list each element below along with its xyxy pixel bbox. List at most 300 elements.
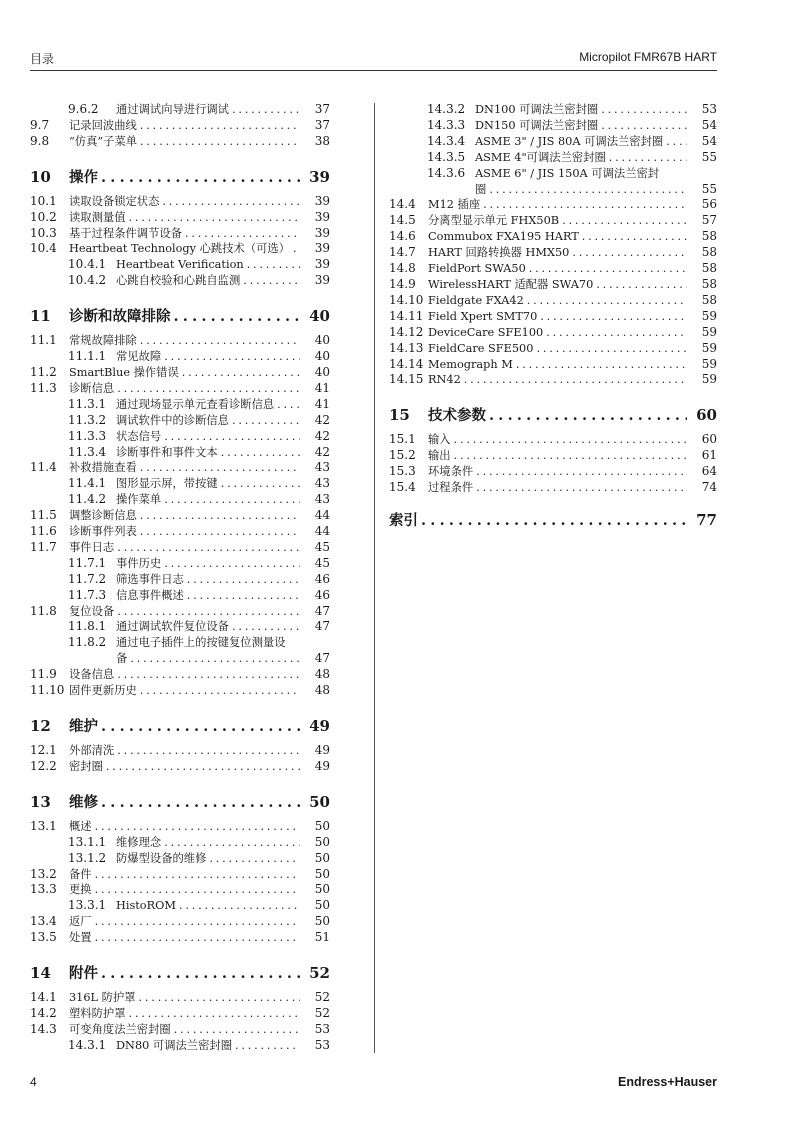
- toc-entry-title: HART 回路转换器 HMX50 . . .: [428, 245, 687, 261]
- column-divider: [374, 103, 375, 1053]
- toc-entry-title: 读取设备锁定状态 . . .: [69, 194, 300, 210]
- toc-entry-page: 59: [687, 372, 717, 388]
- toc-entry-number: 10.4: [30, 241, 57, 256]
- toc-entry-number: 14.4: [389, 197, 416, 212]
- toc-entry-title: 心跳自校验和心跳自监测 . . .: [116, 273, 300, 289]
- toc-entry-number: 11.6: [30, 524, 57, 539]
- toc-entry-title: 通过调试向导进行调试 . . .: [116, 102, 300, 118]
- toc-entry-number: 11.3.4: [68, 444, 107, 459]
- toc-entry-title: DeviceCare SFE100 . . .: [428, 325, 687, 341]
- toc-entry-title: 筛选事件日志 . . .: [116, 572, 300, 588]
- toc-entry-title: 316L 防护罩 . . .: [69, 990, 300, 1006]
- toc-entry-page: 44: [300, 508, 330, 524]
- toc-entry-number: 11.4.1: [68, 476, 107, 491]
- toc-entry-page: 50: [300, 851, 330, 867]
- toc-entry-page: 56: [687, 197, 717, 213]
- toc-entry-page: 37: [300, 118, 330, 134]
- toc-entry-page: 40: [300, 365, 330, 381]
- toc-entry-number: 11.8.2: [68, 635, 107, 650]
- toc-entry-number: 14.2: [30, 1005, 57, 1020]
- toc-entry-page: 39: [300, 241, 330, 257]
- toc-entry-page: 64: [687, 464, 717, 480]
- toc-entry-number: 14.5: [389, 213, 416, 228]
- toc-entry[interactable]: [30, 556, 330, 572]
- toc-entry-page: 58: [687, 277, 717, 293]
- toc-entry-page: 77: [687, 508, 717, 532]
- toc-entry-title: 诊断和故障排除 . . .: [69, 305, 300, 329]
- toc-entry-title: 可变角度法兰密封圈 . . .: [69, 1022, 300, 1038]
- toc-entry-page: 50: [300, 898, 330, 914]
- toc-entry-number: 10.4.1: [68, 257, 107, 272]
- toc-entry-title: 分离型显示单元 FHX50B . . .: [428, 213, 687, 229]
- toc-entry[interactable]: [389, 309, 717, 325]
- toc-entry-page: 57: [687, 213, 717, 229]
- toc-entry-title: 图形显示屏，带按键 . . .: [116, 476, 300, 492]
- toc-entry-number: 11.7.3: [68, 587, 107, 602]
- toc-entry-number: 14.3.1: [68, 1037, 107, 1052]
- toc-entry-number: 14.6: [389, 229, 416, 244]
- toc-entry-title: 技术参数 . . .: [428, 404, 687, 428]
- toc-entry-page: 40: [300, 333, 330, 349]
- toc-entry-page: 48: [300, 667, 330, 683]
- toc-entry-page: 60: [687, 432, 717, 448]
- toc-entry-title: 通过现场显示单元查看诊断信息 . . .: [116, 397, 300, 413]
- toc-entry[interactable]: [30, 667, 330, 683]
- toc-entry-number: 10.4.2: [68, 273, 107, 288]
- toc-entry[interactable]: [30, 743, 330, 759]
- toc-entry-title: 维护 . . .: [69, 715, 300, 739]
- toc-entry-page: 60: [687, 403, 717, 427]
- toc-entry-title: Memograph M . . .: [428, 357, 687, 373]
- toc-entry-title: DN80 可调法兰密封圈 . . .: [116, 1038, 300, 1054]
- toc-entry-page: 58: [687, 245, 717, 261]
- toc-entry-number: 14.15: [389, 372, 424, 387]
- toc-entry[interactable]: [30, 651, 330, 667]
- toc-entry-title: 基于过程条件调节设备 . . .: [69, 226, 300, 242]
- toc-entry[interactable]: [30, 241, 330, 257]
- toc-entry-page: 53: [300, 1022, 330, 1038]
- header-product-name: Micropilot FMR67B HART: [579, 50, 717, 64]
- toc-entry-title: 输入 . . .: [428, 432, 687, 448]
- toc-entry-number: 11.3.3: [68, 428, 107, 443]
- toc-entry[interactable]: [389, 182, 717, 198]
- toc-entry-title: 通过电子插件上的按键复位测量设: [116, 636, 286, 650]
- toc-entry-page: 39: [300, 194, 330, 210]
- toc-entry[interactable]: [30, 835, 330, 851]
- toc-entry[interactable]: [30, 508, 330, 524]
- toc-entry-title: 维修理念 . . .: [116, 835, 300, 851]
- toc-entry-page: 47: [300, 651, 330, 667]
- toc-entry-page: 54: [687, 118, 717, 134]
- toc-entry-title: 诊断事件和事件文本 . . .: [116, 445, 300, 461]
- toc-entry-page: 55: [687, 182, 717, 198]
- toc-entry-page: 59: [687, 309, 717, 325]
- toc-entry-title: 备 . . .: [116, 651, 300, 667]
- toc-entry-number: 12.1: [30, 743, 57, 757]
- toc-entry-title: 诊断事件列表 . . .: [69, 524, 300, 540]
- toc-entry-number: 10.2: [30, 209, 57, 224]
- toc-entry-page: 54: [687, 134, 717, 150]
- toc-entry-title: DN100 可调法兰密封圈 . . .: [475, 102, 687, 118]
- toc-entry[interactable]: [389, 480, 717, 496]
- toc-entry-page: 51: [300, 930, 330, 946]
- toc-entry[interactable]: [389, 134, 717, 150]
- toc-entry-page: 43: [300, 492, 330, 508]
- toc-entry[interactable]: [30, 476, 330, 492]
- toc-entry[interactable]: [389, 341, 717, 357]
- toc-entry-number: 10: [30, 167, 51, 186]
- toc-entry-page: 61: [687, 448, 717, 464]
- toc-entry-title: 记录回波曲线 . . .: [69, 118, 300, 134]
- toc-entry-page: 39: [300, 210, 330, 226]
- toc-entry-page: 58: [687, 261, 717, 277]
- toc-entry-title: 处置 . . .: [69, 930, 300, 946]
- toc-entry-title: 操作菜单 . . .: [116, 492, 300, 508]
- toc-entry[interactable]: [389, 293, 717, 309]
- toc-entry-number: 14.11: [389, 308, 424, 323]
- toc-entry-number: 11.4: [30, 460, 57, 475]
- brand-logo-text: Endress+Hauser: [617, 1075, 717, 1089]
- toc-entry-page: 50: [300, 882, 330, 898]
- toc-entry-title: 概述 . . .: [69, 819, 300, 835]
- toc-entry-number: 13.2: [30, 866, 57, 881]
- toc-entry-number: 14.3.5: [427, 149, 466, 164]
- toc-entry-title: 附件 . . .: [69, 962, 300, 986]
- toc-entry-number: 13.3: [30, 882, 57, 897]
- toc-entry[interactable]: [30, 397, 330, 413]
- toc-entry-title: 操作 . . .: [69, 166, 300, 190]
- toc-entry-page: 59: [687, 325, 717, 341]
- toc-entry[interactable]: [30, 635, 330, 651]
- toc-entry-page: 45: [300, 540, 330, 556]
- toc-entry-title: FieldCare SFE500 . . .: [428, 341, 687, 357]
- toc-entry-title: 事件历史 . . .: [116, 556, 300, 572]
- toc-entry[interactable]: [389, 448, 717, 464]
- toc-entry[interactable]: [30, 134, 330, 150]
- toc-entry-number: 14.3: [30, 1021, 57, 1036]
- toc-entry-number: 14.14: [389, 356, 424, 371]
- toc-entry-title: 输出 . . .: [428, 448, 687, 464]
- toc-entry-page: 50: [300, 914, 330, 930]
- toc-entry-page: 42: [300, 413, 330, 429]
- toc-entry[interactable]: [30, 194, 330, 210]
- toc-entry[interactable]: [30, 333, 330, 349]
- toc-entry-number: 11.5: [30, 508, 57, 523]
- toc-entry-number: 14.3.2: [427, 102, 466, 116]
- toc-entry-page: 44: [300, 524, 330, 540]
- page-number: 4: [30, 1075, 37, 1089]
- toc-entry-title: 调整诊断信息 . . .: [69, 508, 300, 524]
- toc-entry-number: 11.3: [30, 380, 57, 395]
- toc-entry-number: 12: [30, 717, 51, 735]
- toc-entry[interactable]: [30, 210, 330, 226]
- toc-entry-number: 15.3: [389, 464, 416, 479]
- toc-entry[interactable]: [389, 102, 717, 118]
- toc-entry-number: 11.7: [30, 539, 57, 554]
- toc-entry[interactable]: [30, 257, 330, 273]
- toc-entry-title: SmartBlue 操作错误 . . .: [69, 365, 300, 381]
- toc-entry-title: 维修 . . .: [69, 791, 300, 815]
- toc-entry-number: 11.8: [30, 603, 57, 618]
- toc-entry-title: 更换 . . .: [69, 882, 300, 898]
- toc-entry-page: 49: [300, 714, 330, 738]
- toc-entry-page: 47: [300, 604, 330, 620]
- toc-entry[interactable]: [30, 914, 330, 930]
- toc-entry-title: WirelessHART 适配器 SWA70 . . .: [428, 277, 687, 293]
- toc-entry[interactable]: [389, 357, 717, 373]
- toc-entry-title: 调试软件中的诊断信息 . . .: [116, 413, 300, 429]
- toc-entry-title: 信息事件概述 . . .: [116, 588, 300, 604]
- toc-entry-number: 11.4.2: [68, 492, 107, 507]
- toc-entry-number: 11.2: [30, 364, 57, 379]
- toc-entry[interactable]: [389, 245, 717, 261]
- toc-entry-title: Field Xpert SMT70 . . .: [428, 309, 687, 325]
- toc-entry-number: 14.10: [389, 292, 424, 307]
- toc-entry-title: 密封圈 . . .: [69, 759, 300, 775]
- toc-entry-number: 15.4: [389, 480, 416, 495]
- toc-entry-page: 52: [300, 961, 330, 985]
- toc-entry[interactable]: [389, 118, 717, 134]
- toc-entry-title: 外部清洗 . . .: [69, 743, 300, 759]
- toc-entry[interactable]: [30, 572, 330, 588]
- toc-entry[interactable]: [30, 492, 330, 508]
- toc-entry-page: 50: [300, 835, 330, 851]
- header-section-title: 目录: [30, 52, 55, 66]
- toc-entry-title: 补救措施查看 . . .: [69, 460, 300, 476]
- toc-entry-title: 事件日志 . . .: [69, 540, 300, 556]
- toc-entry-title: M12 插座 . . .: [428, 197, 687, 213]
- toc-right-column: [389, 102, 717, 537]
- toc-entry[interactable]: [30, 1038, 330, 1054]
- toc-entry-page: 46: [300, 588, 330, 604]
- toc-entry-page: 58: [687, 229, 717, 245]
- toc-entry-title: 备件 . . .: [69, 867, 300, 883]
- toc-entry[interactable]: [30, 429, 330, 445]
- toc-entry-page: 42: [300, 445, 330, 461]
- toc-entry-title: 读取测量值 . . .: [69, 210, 300, 226]
- toc-entry-number: 10.3: [30, 225, 57, 240]
- toc-entry[interactable]: [389, 229, 717, 245]
- toc-entry-title: DN150 可调法兰密封圈 . . .: [475, 118, 687, 134]
- toc-entry[interactable]: [30, 349, 330, 365]
- toc-entry-number: 11.1.1: [68, 349, 107, 364]
- toc-entry[interactable]: [30, 930, 330, 946]
- toc-entry-title: RN42 . . .: [428, 372, 687, 388]
- toc-entry[interactable]: [30, 118, 330, 134]
- toc-entry[interactable]: [389, 325, 717, 341]
- toc-entry-page: 52: [300, 1006, 330, 1022]
- toc-entry-number: 15.1: [389, 432, 416, 447]
- toc-entry-page: 39: [300, 273, 330, 289]
- toc-entry[interactable]: [30, 381, 330, 397]
- toc-chapter-entry[interactable]: [30, 790, 330, 815]
- toc-entry[interactable]: [30, 588, 330, 604]
- toc-entry[interactable]: [30, 273, 330, 289]
- toc-entry-title: Heartbeat Technology 心跳技术（可选） . . .: [69, 241, 300, 257]
- toc-entry-title: ASME 4"可调法兰密封圈 . . .: [475, 150, 687, 166]
- toc-entry-number: 11.1: [30, 333, 57, 348]
- toc-entry-title: HistoROM . . .: [116, 898, 300, 914]
- toc-chapter-entry[interactable]: [30, 961, 330, 986]
- toc-entry-page: 47: [300, 619, 330, 635]
- toc-entry[interactable]: [30, 759, 330, 775]
- toc-chapter-entry[interactable]: [389, 508, 717, 533]
- toc-entry-number: 13: [30, 792, 51, 811]
- toc-entry-number: 14.3.4: [427, 133, 466, 148]
- toc-entry-number: 14.7: [389, 245, 416, 260]
- toc-entry[interactable]: [389, 213, 717, 229]
- toc-entry[interactable]: [30, 445, 330, 461]
- toc-entry[interactable]: [30, 524, 330, 540]
- toc-entry-page: 39: [300, 257, 330, 273]
- toc-entry-number: 13.4: [30, 914, 57, 929]
- toc-entry-page: 49: [300, 743, 330, 759]
- toc-entry[interactable]: [389, 261, 717, 277]
- toc-entry[interactable]: [389, 150, 717, 166]
- toc-entry-title: 固件更新历史 . . .: [69, 683, 300, 699]
- toc-entry-number: 13.1.1: [68, 834, 107, 849]
- toc-entry-title: ASME 3" / JIS 80A 可调法兰密封圈 . . .: [475, 134, 687, 150]
- toc-entry[interactable]: [30, 102, 330, 118]
- toc-entry[interactable]: [30, 365, 330, 381]
- toc-entry-title: Commubox FXA195 HART . . .: [428, 229, 687, 245]
- toc-entry[interactable]: [389, 464, 717, 480]
- toc-entry-number: 9.6.2: [68, 102, 99, 116]
- toc-entry-title: 诊断信息 . . .: [69, 381, 300, 397]
- toc-entry-title: FieldPort SWA50 . . .: [428, 261, 687, 277]
- toc-entry-number: 13.5: [30, 930, 57, 945]
- toc-entry-title: 常规故障排除 . . .: [69, 333, 300, 349]
- toc-entry-number: 11.9: [30, 667, 57, 682]
- toc-entry-number: 10.1: [30, 193, 57, 208]
- toc-entry-title: 防爆型设备的维修 . . .: [116, 851, 300, 867]
- toc-entry[interactable]: [389, 277, 717, 293]
- toc-entry[interactable]: [389, 372, 717, 388]
- toc-chapter-entry[interactable]: [389, 403, 717, 428]
- toc-chapter-entry[interactable]: [30, 165, 330, 190]
- toc-entry-page: 43: [300, 476, 330, 492]
- toc-entry-title: 圈 . . .: [475, 182, 687, 198]
- toc-entry-page: 52: [300, 990, 330, 1006]
- toc-entry-number: 11.7.1: [68, 555, 107, 570]
- toc-entry[interactable]: [30, 990, 330, 1006]
- toc-entry-number: 9.7: [30, 117, 50, 132]
- toc-entry[interactable]: [30, 898, 330, 914]
- toc-entry[interactable]: [30, 882, 330, 898]
- toc-entry-number: 14.12: [389, 324, 424, 339]
- toc-entry-number: 14.1: [30, 990, 57, 1005]
- toc-entry-title: ASME 6" / JIS 150A 可调法兰密封: [475, 166, 660, 180]
- toc-entry[interactable]: [30, 683, 330, 699]
- page-header: [30, 50, 717, 71]
- toc-entry-page: 41: [300, 397, 330, 413]
- toc-entry-page: 50: [300, 819, 330, 835]
- toc-entry[interactable]: [30, 604, 330, 620]
- toc-entry-number: 13.3.1: [68, 898, 107, 913]
- toc-entry[interactable]: [30, 851, 330, 867]
- toc-left-column: [30, 102, 330, 1054]
- toc-entry-title: 塑料防护罩 . . .: [69, 1006, 300, 1022]
- toc-entry-number: 12.2: [30, 758, 57, 773]
- toc-entry[interactable]: [30, 619, 330, 635]
- toc-entry-page: 55: [687, 150, 717, 166]
- toc-entry-page: 39: [300, 226, 330, 242]
- toc-entry[interactable]: [389, 166, 717, 182]
- toc-entry[interactable]: [30, 819, 330, 835]
- toc-entry-page: 40: [300, 349, 330, 365]
- toc-entry-page: 42: [300, 429, 330, 445]
- toc-entry[interactable]: [389, 432, 717, 448]
- toc-entry-number: 14.9: [389, 276, 416, 291]
- toc-entry-page: 39: [300, 165, 330, 189]
- toc-entry-page: 74: [687, 480, 717, 496]
- toc-entry-number: 9.8: [30, 133, 50, 148]
- toc-entry-title: 状态信号 . . .: [116, 429, 300, 445]
- toc-entry-page: 43: [300, 460, 330, 476]
- toc-entry-title: 设备信息 . . .: [69, 667, 300, 683]
- toc-entry-page: 40: [300, 304, 330, 328]
- toc-entry[interactable]: [389, 197, 717, 213]
- toc-entry-page: 53: [300, 1038, 330, 1054]
- toc-entry-number: 13.1.2: [68, 850, 107, 865]
- toc-entry-page: 50: [300, 790, 330, 814]
- toc-entry-page: 50: [300, 867, 330, 883]
- toc-entry-number: 11: [30, 307, 51, 326]
- toc-entry-number: 11.10: [30, 683, 65, 698]
- toc-chapter-entry[interactable]: [30, 304, 330, 329]
- toc-entry-page: 53: [687, 102, 717, 118]
- toc-entry-page: 58: [687, 293, 717, 309]
- toc-entry-title: Heartbeat Verification . . .: [116, 257, 300, 273]
- toc-entry-number: 13.1: [30, 818, 57, 833]
- toc-entry[interactable]: [30, 867, 330, 883]
- toc-entry-page: 49: [300, 759, 330, 775]
- toc-entry-number: 14.13: [389, 340, 424, 355]
- toc-entry[interactable]: [30, 460, 330, 476]
- toc-entry[interactable]: [30, 1022, 330, 1038]
- toc-chapter-entry[interactable]: [30, 714, 330, 739]
- toc-entry-title: Fieldgate FXA42 . . .: [428, 293, 687, 309]
- toc-entry-number: 14.8: [389, 261, 416, 276]
- toc-entry-page: 45: [300, 556, 330, 572]
- toc-entry-title: 通过调试软件复位设备 . . .: [116, 619, 300, 635]
- toc-entry-number: 11.7.2: [68, 571, 107, 586]
- toc-entry[interactable]: [30, 1006, 330, 1022]
- toc-entry-page: 41: [300, 381, 330, 397]
- toc-entry-page: 59: [687, 357, 717, 373]
- toc-entry-number: 14.3.6: [427, 165, 466, 180]
- toc-entry[interactable]: [30, 413, 330, 429]
- toc-entry-number: 14.3.3: [427, 117, 466, 132]
- toc-entry-title: 常见故障 . . .: [116, 349, 300, 365]
- toc-entry-number: 15.2: [389, 448, 416, 463]
- toc-entry-number: 11.8.1: [68, 619, 107, 634]
- toc-entry-title: 复位设备 . . .: [69, 604, 300, 620]
- toc-entry-number: 14: [30, 964, 51, 983]
- toc-entry-title: 过程条件 . . .: [428, 480, 687, 496]
- toc-entry-page: 59: [687, 341, 717, 357]
- toc-entry[interactable]: [30, 540, 330, 556]
- toc-entry-number: 15: [389, 406, 410, 425]
- toc-entry-page: 38: [300, 134, 330, 150]
- toc-entry[interactable]: [30, 226, 330, 242]
- toc-entry-number: 11.3.1: [68, 396, 107, 411]
- toc-entry-title: “仿真”子菜单 . . .: [69, 134, 300, 150]
- toc-entry-number: 11.3.2: [68, 412, 107, 427]
- toc-entry-title: 索引 . . .: [389, 509, 687, 533]
- toc-entry-title: 返厂 . . .: [69, 914, 300, 930]
- toc-entry-page: 46: [300, 572, 330, 588]
